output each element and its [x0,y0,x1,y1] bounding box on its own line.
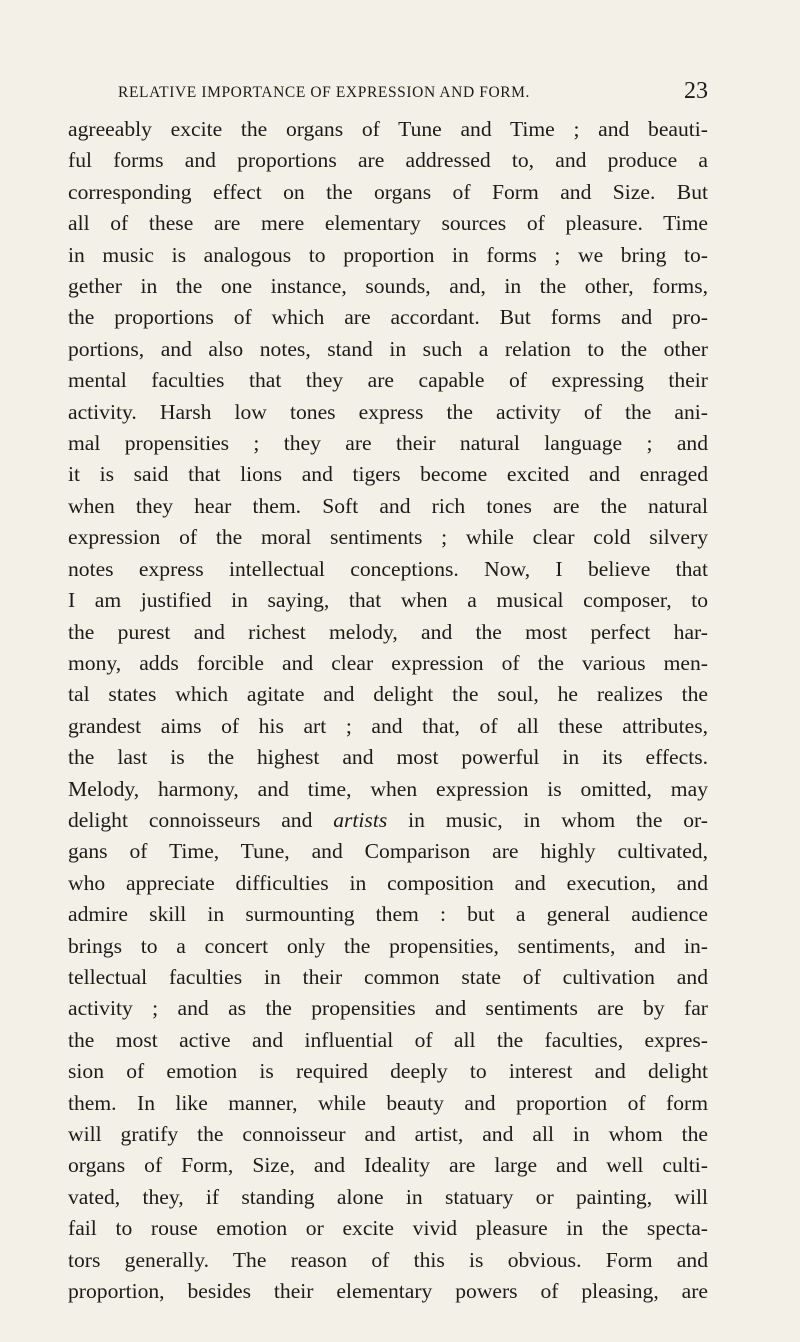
text-line: them. In like manner, while beauty and proportion of form [68,1090,708,1115]
running-title: RELATIVE IMPORTANCE OF EXPRESSION AND FORM. [118,84,531,101]
text-line: ful forms and proportions are addressed to, and produce a [68,148,708,173]
text-line: the last is the highest and most powerful in its effects. [68,745,708,770]
text-line: portions, and also notes, stand in such a relation to the other [68,336,708,361]
text-line: vated, they, if standing alone in statuary or painting, will [68,1184,708,1209]
text-line: expression of the moral sentiments ; while clear cold silvery [68,525,708,550]
text-line: Melody, harmony, and time, when expression is omitted, may [68,776,708,801]
text-line: will gratify the connoisseur and artist, and all in whom the [68,1122,708,1146]
text-line: admire skill in surmounting them : but a general audience [68,902,708,927]
text-line: gans of Time, Tune, and Comparison are highly cultivated, [68,839,708,864]
text-line: it is said that lions and tigers become excited and enraged [68,462,708,487]
text-line: activity ; and as the propensities and sentiments are by far [68,996,708,1021]
text-line: mental faculties that they are capable of expressing their [68,368,708,393]
text-line: I am justified in saying, that when a musical composer, to [68,588,708,613]
text-line: organs of Form, Size, and Ideality are large and well culti- [68,1153,708,1178]
text-line: corresponding effect on the organs of Form and Size. But [68,179,708,204]
text-line: who appreciate difficulties in composition and execution, and [68,870,708,895]
text-line: tellectual faculties in their common state of cultivation and [68,964,708,989]
text-line: notes express intellectual conceptions. Now, I believe that [68,556,708,581]
text-line: the most active and influential of all the faculties, expres- [68,1027,708,1052]
text-line: grandest aims of his art ; and that, of all these attributes, [68,713,708,738]
text-line: tal states which agitate and delight the soul, he realizes the [68,682,708,707]
text-line: mony, adds forcible and clear expression of the various men- [68,650,708,675]
text-line: in music is analogous to proportion in forms ; we bring to- [68,242,708,267]
text-line: sion of emotion is required deeply to interest and delight [68,1059,708,1084]
book-page [68,78,708,1307]
italic-word: artists [333,807,388,832]
text-line: activity. Harsh low tones express the activity of the ani- [68,399,708,424]
text-line: fail to rouse emotion or excite vivid pleasure in the specta- [68,1216,708,1241]
text-line [68,805,708,836]
text-line: the proportions of which are accordant. But forms and pro- [68,305,708,330]
text-line: agreeably excite the organs of Tune and Time ; and beauti- [68,117,708,141]
text-line: tors generally. The reason of this is obvious. Form and [68,1247,708,1272]
text-line: all of these are mere elementary sources of pleasure. Time [68,211,708,236]
text-line: gether in the one instance, sounds, and, in the other, forms, [68,274,708,299]
text-line: the purest and richest melody, and the most perfect har- [68,619,708,644]
text-segment: in music, in whom the or- [387,807,708,832]
running-head [68,78,708,108]
text-line: proportion, besides their elementary powers of pleasing, are [68,1279,708,1304]
text-line: when they hear them. Soft and rich tones are the natural [68,493,708,518]
text-line: mal propensities ; they are their natural language ; and [68,431,708,456]
text-segment: delight connoisseurs and [68,807,334,832]
body-paragraph [68,114,708,1307]
text-line: brings to a concert only the propensities, sentiments, and in- [68,933,708,958]
page-number: 23 [684,78,708,104]
